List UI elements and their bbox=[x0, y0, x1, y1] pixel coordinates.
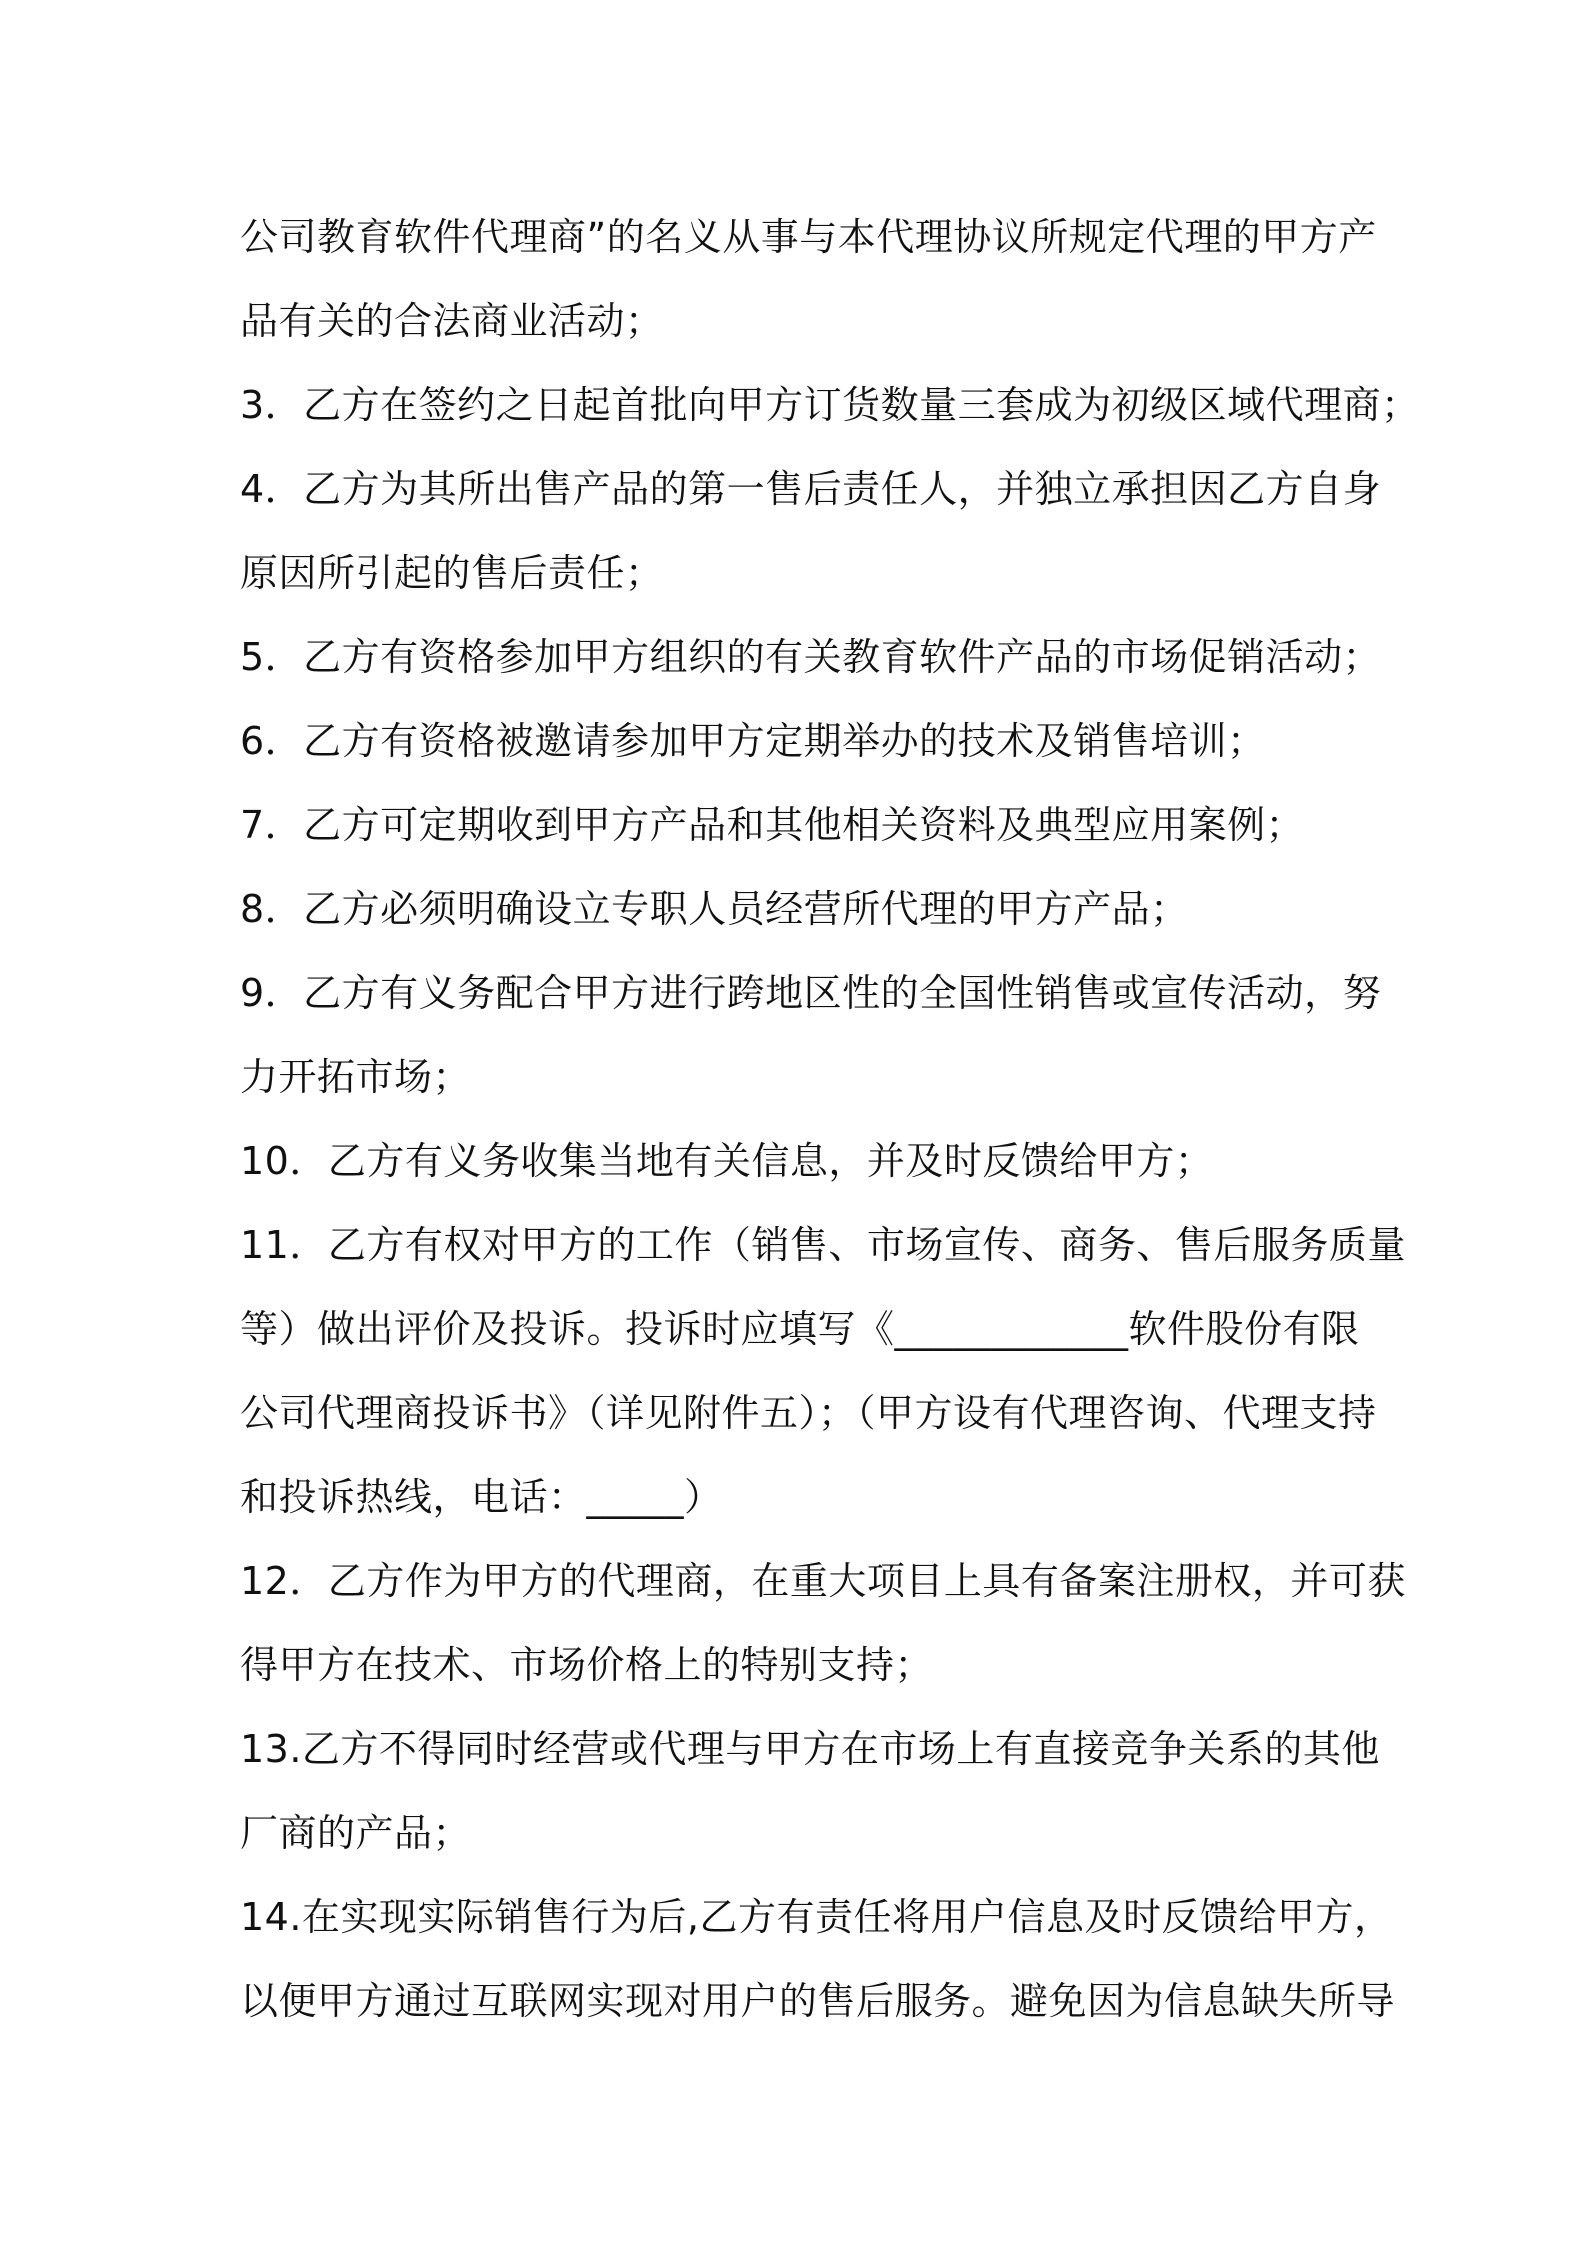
text-line: 得甲方在技术、市场价格上的特别支持； bbox=[240, 1643, 934, 1687]
text-line: 11．乙方有权对甲方的工作（销售、市场宣传、商务、售后服务质量 bbox=[240, 1223, 1406, 1267]
text-line: 13.乙方不得同时经营或代理与甲方在市场上有直接竞争关系的其他 bbox=[240, 1727, 1380, 1771]
text-line: 4．乙方为其所出售产品的第一售后责任人，并独立承担因乙方自身 bbox=[240, 467, 1382, 511]
text-line: 10．乙方有义务收集当地有关信息，并及时反馈给甲方； bbox=[240, 1139, 1214, 1183]
document-body bbox=[240, 195, 1420, 2043]
text-line: 3．乙方在签约之日起首批向甲方订货数量三套成为初级区域代理商； bbox=[240, 383, 1420, 427]
text-line: 5．乙方有资格参加甲方组织的有关教育软件产品的市场促销活动； bbox=[240, 635, 1382, 679]
text-line: 9．乙方有义务配合甲方进行跨地区性的全国性销售或宣传活动，努 bbox=[240, 971, 1382, 1015]
text-line: 6．乙方有资格被邀请参加甲方定期举办的技术及销售培训； bbox=[240, 719, 1266, 763]
text-line: 等）做出评价及投诉。投诉时应填写《____________软件股份有限 bbox=[240, 1307, 1360, 1351]
text-line: 以便甲方通过互联网实现对用户的售后服务。避免因为信息缺失所导 bbox=[240, 1979, 1396, 2023]
text-line: 14.在实现实际销售行为后,乙方有责任将用户信息及时反馈给甲方， bbox=[240, 1895, 1393, 1939]
text-line: 12．乙方作为甲方的代理商，在重大项目上具有备案注册权，并可获 bbox=[240, 1559, 1406, 1603]
text-line: 厂商的产品； bbox=[240, 1811, 472, 1855]
text-line: 公司教育软件代理商”的名义从事与本代理协议所规定代理的甲方产 bbox=[240, 215, 1377, 259]
text-line: 力开拓市场； bbox=[240, 1055, 472, 1099]
text-line: 原因所引起的售后责任； bbox=[240, 551, 664, 595]
text-line: 和投诉热线，电话：_____） bbox=[240, 1475, 723, 1519]
text-line: 品有关的合法商业活动； bbox=[240, 299, 664, 343]
text-line: 7．乙方可定期收到甲方产品和其他相关资料及典型应用案例； bbox=[240, 803, 1305, 847]
text-line: 公司代理商投诉书》（详见附件五）；（甲方设有代理咨询、代理支持 bbox=[240, 1391, 1377, 1435]
text-line: 8．乙方必须明确设立专职人员经营所代理的甲方产品； bbox=[240, 887, 1189, 931]
